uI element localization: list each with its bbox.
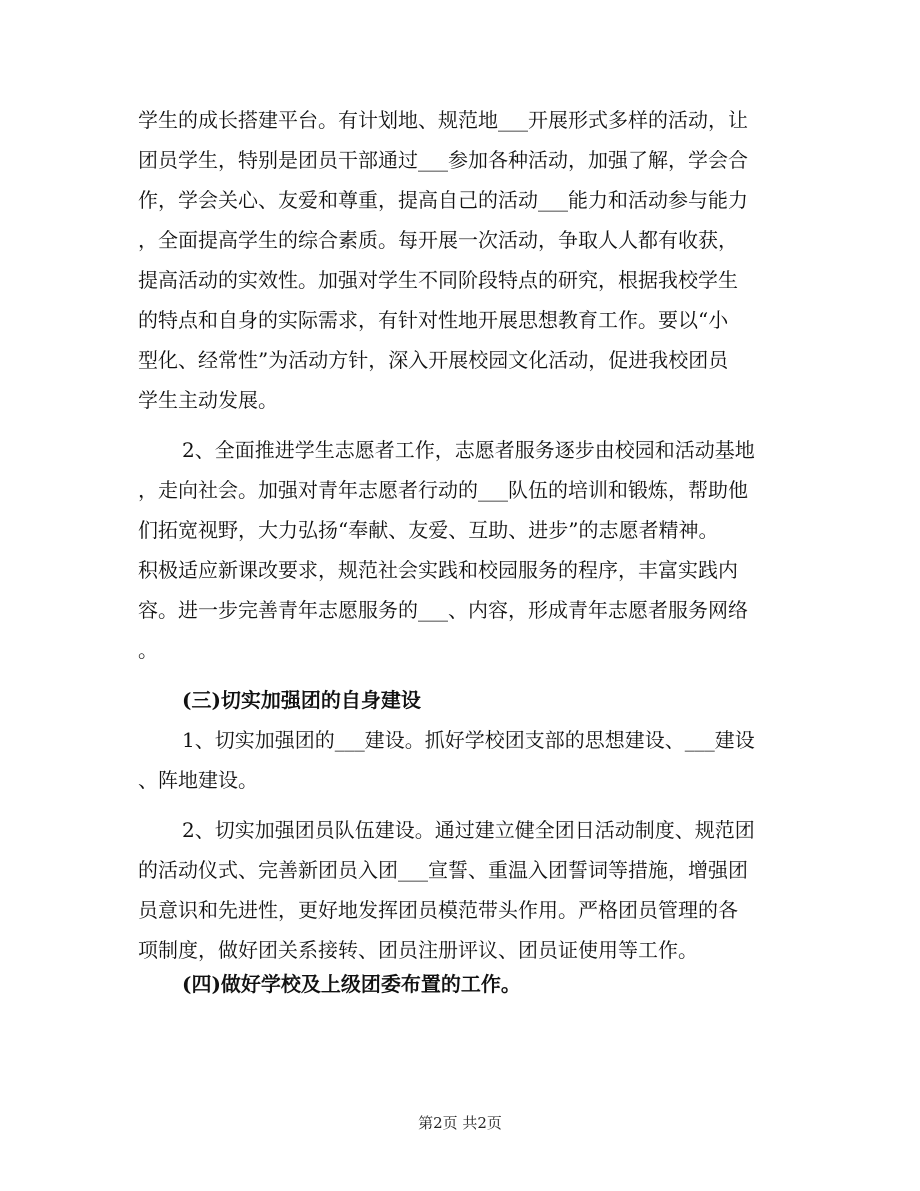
page-number-footer: 第2页 共2页 (418, 1114, 502, 1132)
body-text-line: 学生主动发展。 (138, 388, 278, 412)
body-text-line: 团员学生，特别是团员干部通过___参加各种活动，加强了解，学会合 (138, 148, 748, 172)
body-text-line: 型化、经常性”为活动方针，深入开展校园文化活动，促进我校团员 (138, 348, 729, 372)
body-text-line: 、阵地建设。 (138, 768, 258, 792)
body-text-line: ，全面提高学生的综合素质。每开展一次活动，争取人人都有收获， (138, 228, 738, 252)
body-text-line: 员意识和先进性，更好地发挥团员模范带头作用。严格团员管理的各 (138, 898, 738, 922)
body-text-line: 的活动仪式、完善新团员入团___宣誓、重温入团誓词等措施，增强团 (138, 858, 748, 882)
body-text-line: 的特点和自身的实际需求，有针对性地开展思想教育工作。要以“小 (138, 308, 729, 332)
body-text-line: 们拓宽视野，大力弘扬“奉献、友爱、互助、进步”的志愿者精神。 (138, 518, 719, 542)
body-text-line: 2、切实加强团员队伍建设。通过建立健全团日活动制度、规范团 (182, 818, 755, 842)
body-text-line: 容。进一步完善青年志愿服务的___、内容，形成青年志愿者服务网络 (138, 598, 748, 622)
body-text-line: 学生的成长搭建平台。有计划地、规范地___开展形式多样的活动，让 (138, 108, 748, 132)
body-text-line: 作，学会关心、友爱和尊重，提高自己的活动___能力和活动参与能力 (138, 188, 748, 212)
section-heading: (四)做好学校及上级团委布置的工作。 (182, 972, 521, 996)
body-text-line: ，走向社会。加强对青年志愿者行动的___队伍的培训和锻炼，帮助他 (138, 478, 748, 502)
body-text-line: 。 (138, 638, 158, 662)
body-text-line: 提高活动的实效性。加强对学生不同阶段特点的研究，根据我校学生 (138, 268, 738, 292)
body-text-line: 1、切实加强团的___建设。抓好学校团支部的思想建设、___建设 (182, 728, 755, 752)
body-text-line: 积极适应新课改要求，规范社会实践和校园服务的程序，丰富实践内 (138, 558, 738, 582)
body-text-line: 项制度，做好团关系接转、团员注册评议、团员证使用等工作。 (138, 938, 698, 962)
section-heading: (三)切实加强团的自身建设 (182, 688, 421, 712)
body-text-line: 2、全面推进学生志愿者工作，志愿者服务逐步由校园和活动基地 (182, 438, 755, 462)
